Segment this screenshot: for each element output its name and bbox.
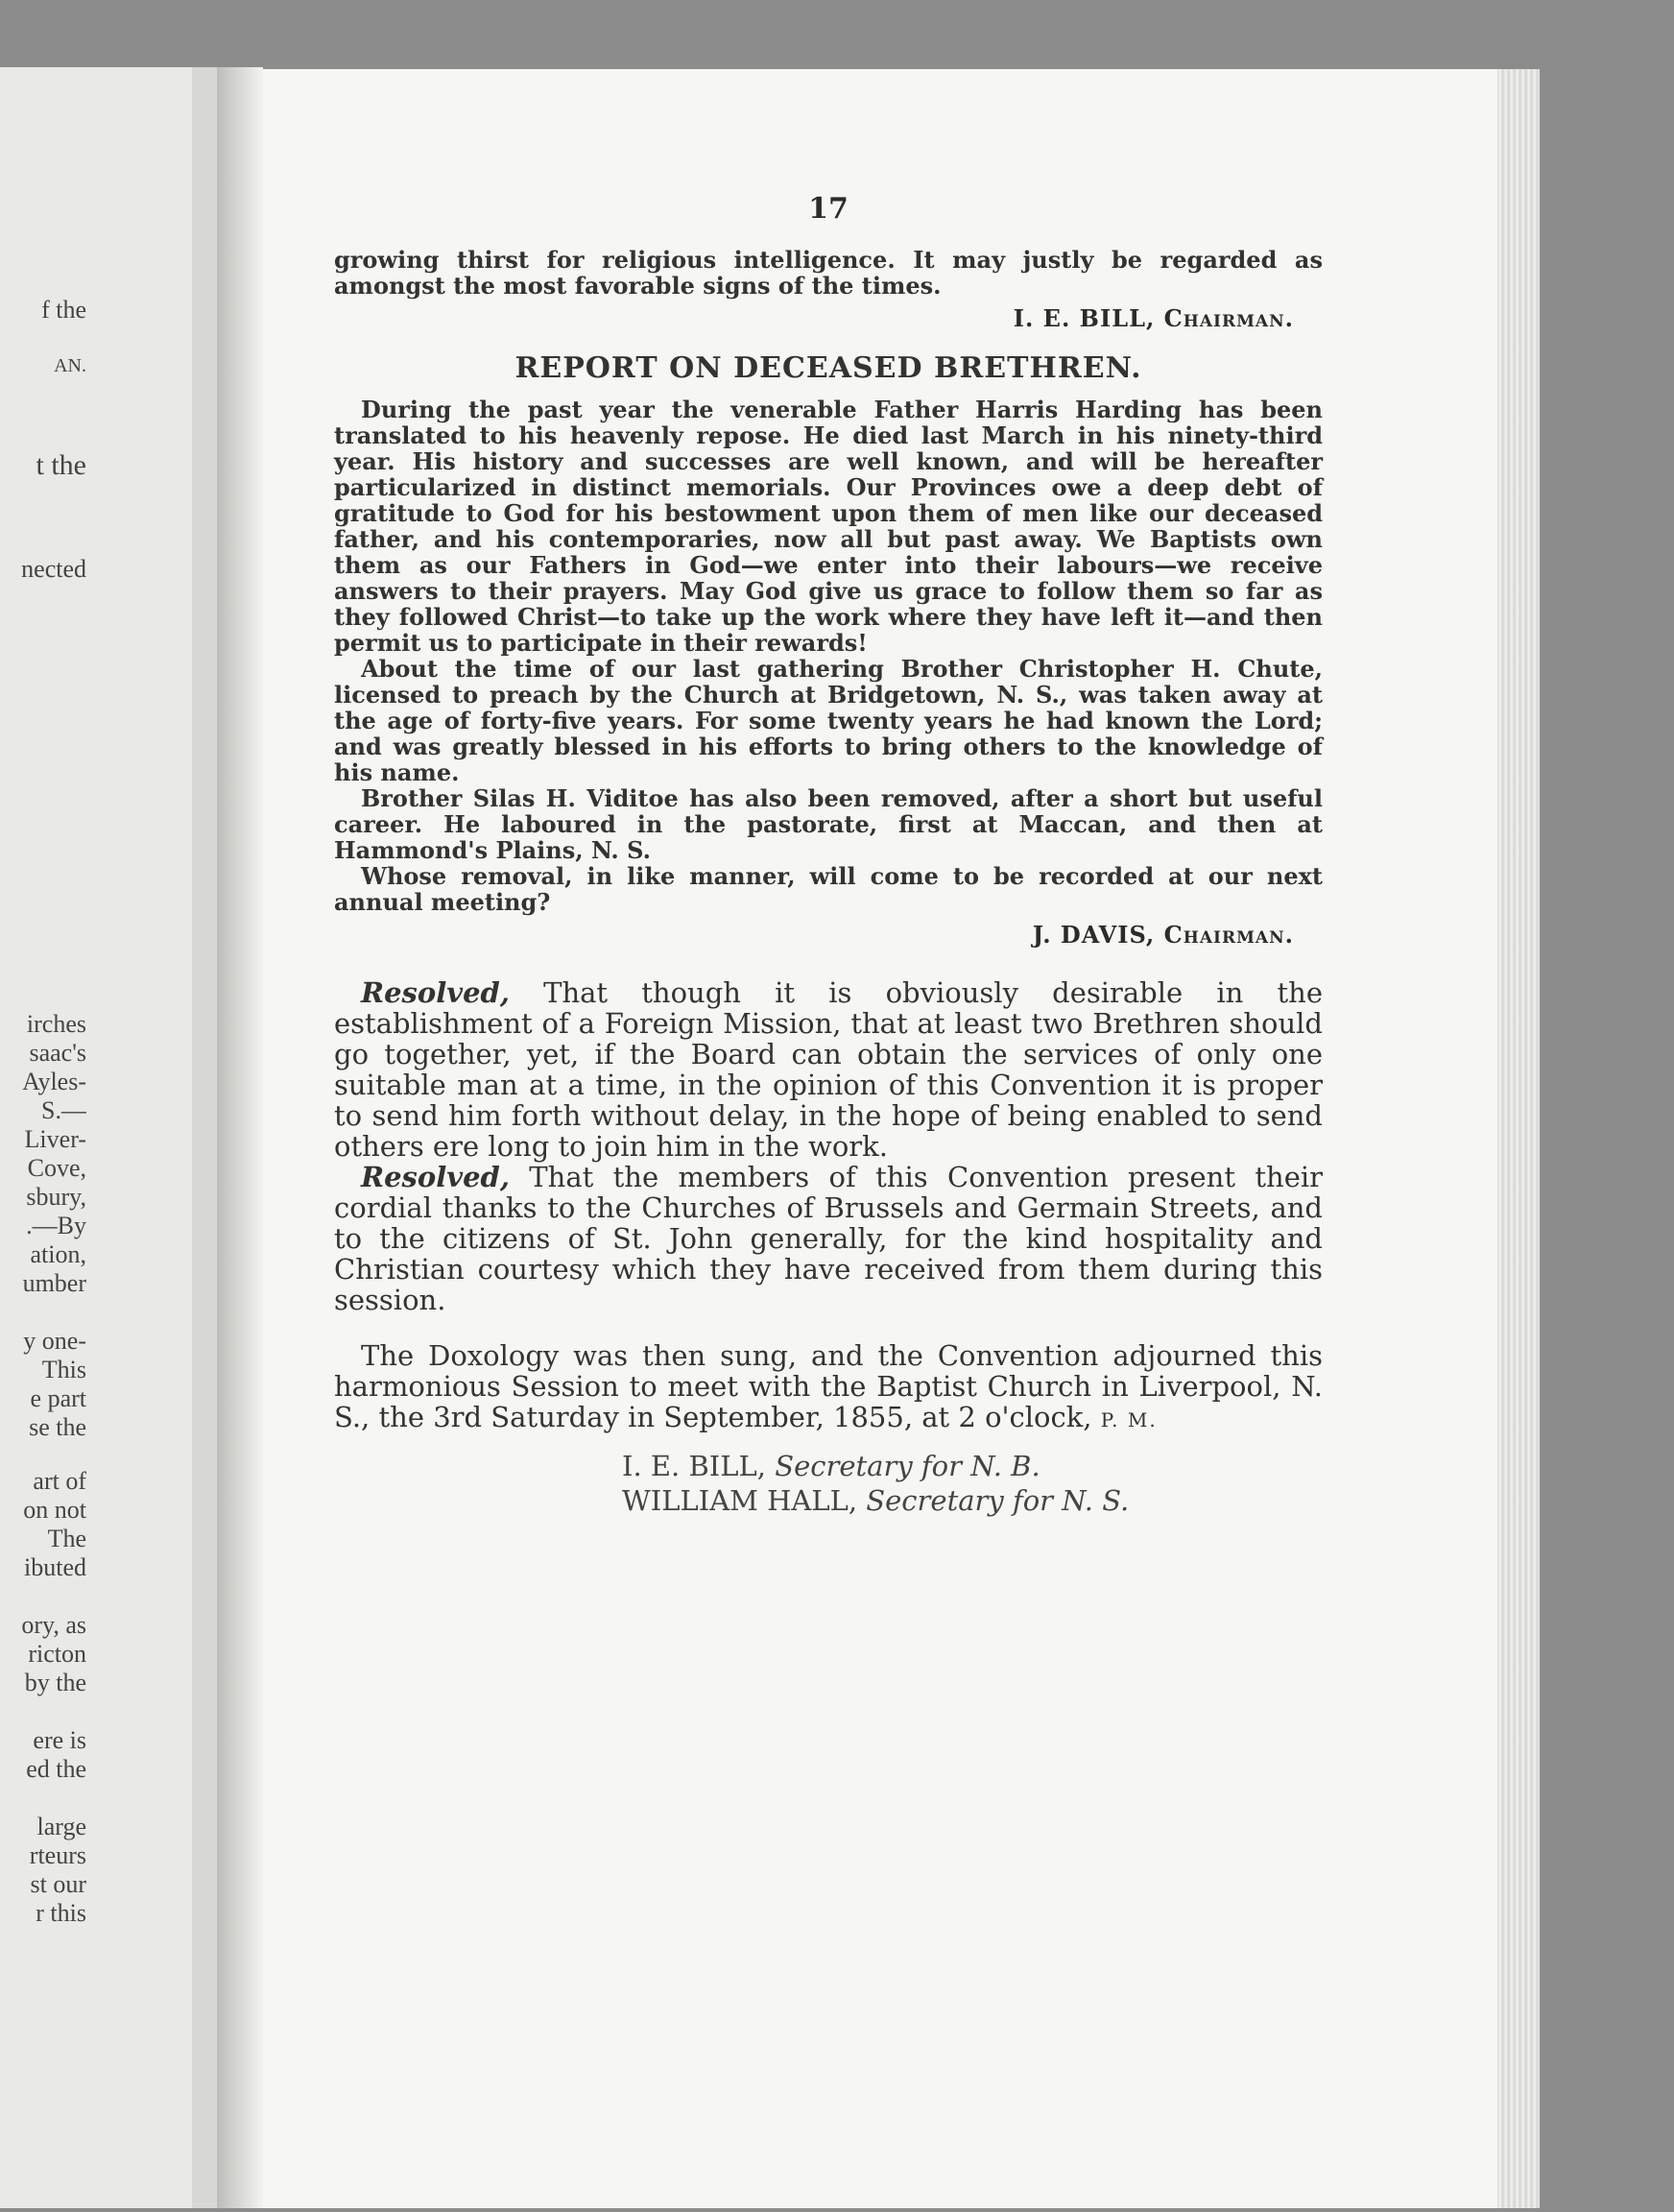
signature-name: I. E. BILL, [1013, 304, 1156, 332]
left-page-fragment: AN. [54, 355, 86, 376]
left-page-fragment: ation, [30, 1240, 86, 1268]
page-edges [1497, 69, 1540, 2208]
secretary-name: I. E. BILL, [622, 1450, 766, 1482]
left-page-fragment: se the [29, 1413, 86, 1441]
left-page-fragment: The [47, 1525, 86, 1552]
secretary-role: Secretary for N. B. [775, 1450, 1040, 1482]
left-page-fragment: t the [36, 449, 86, 481]
left-page-fragment: irches [26, 1010, 86, 1038]
left-page [0, 67, 192, 2208]
book-gutter [217, 67, 263, 2208]
left-page-fragment: st our [30, 1870, 86, 1898]
left-page-edge [192, 67, 217, 2208]
resolution-paragraph [334, 977, 1323, 1162]
chairman-signature [334, 304, 1294, 332]
resolved-label: Resolved, [361, 1161, 510, 1193]
opening-paragraph: growing thirst for religious intelligence. It may justly be regarded as amongst the most favorable signs of the times. [334, 246, 1323, 300]
time-suffix: P. M. [1100, 1408, 1158, 1431]
chairman-signature [334, 921, 1294, 949]
report-paragraph: Whose removal, in like manner, will come to be recorded at our next annual meeting? [334, 862, 1323, 916]
left-page-fragment: Ayles- [22, 1068, 86, 1095]
doxology-text: The Doxology was then sung, and the Convention adjourned this harmonious Session to meet with the Baptist Church in Liverpool, N. S., the 3rd Saturday in September, 1855, at 2 o'clock, [334, 1339, 1323, 1433]
resolutions [334, 977, 1323, 1315]
left-page-fragment: y one- [23, 1327, 86, 1355]
left-page-fragment: nected [21, 555, 86, 583]
resolution-paragraph [334, 1162, 1323, 1315]
signature-name: J. DAVIS, [1032, 921, 1156, 949]
left-page-fragment: ibuted [24, 1553, 86, 1581]
left-page-fragment: rteurs [29, 1841, 86, 1869]
left-page-fragment: on not [23, 1496, 86, 1524]
left-page-fragment: ory, as [21, 1611, 86, 1639]
doxology-paragraph [334, 1340, 1323, 1435]
signature-title: Chairman. [1163, 921, 1294, 949]
left-page-fragment: art of [33, 1467, 86, 1495]
left-page-fragment: by the [24, 1669, 86, 1696]
signature-title: Chairman. [1163, 304, 1294, 332]
resolved-label: Resolved, [361, 976, 510, 1009]
page-content [334, 192, 1323, 1518]
secretary-name: WILLIAM HALL, [622, 1484, 858, 1517]
left-page-fragment: large [36, 1813, 86, 1840]
report-paragraph: Brother Silas H. Viditoe has also been removed, after a short but useful career. He laboured in the pastorate, first at Maccan, and then at Hammond's Plains, N. S. [334, 784, 1323, 864]
left-page-fragment: sbury, [26, 1183, 86, 1211]
report-paragraph: During the past year the venerable Father Harris Harding has been translated to his heavenly repose. He died last March in his ninety-third year. His history and successes are well known, and will be hereafter particularized in distinct memorials. Our Provinces owe a deep debt of gratitude to God for his bestowment upon them of men like our deceased father, and his contemporaries, now all but past away. We Baptists own them as our Fathers in God—we enter into their labours—we receive answers to their prayers. May God give us grace to follow them so far as they followed Christ—to take up the work where they have left it—and then permit us to participate in their rewards! [334, 396, 1323, 657]
report-paragraph: About the time of our last gathering Brother Christopher H. Chute, licensed to preach by the Church at Bridgetown, N. S., was taken away at the age of forty-five years. For some twenty years he had known the Lord; and was greatly blessed in his efforts to bring others to the knowledge of his name. [334, 655, 1323, 786]
left-page-fragment: r this [36, 1899, 86, 1927]
left-page-fragment: ricton [28, 1640, 86, 1668]
left-page-fragment: f the [41, 296, 86, 324]
section-heading: REPORT ON DECEASED BRETHREN. [514, 351, 1142, 385]
left-page-fragment: .—By [26, 1212, 86, 1239]
secretary-role: Secretary for N. S. [866, 1484, 1130, 1517]
left-page-fragment: Cove, [27, 1154, 86, 1182]
left-page-fragment: Liver- [24, 1125, 86, 1153]
secretary-line [622, 1449, 1323, 1483]
left-page-fragment: umber [22, 1269, 86, 1297]
secretary-line [622, 1483, 1323, 1518]
left-page-fragment: ed the [26, 1755, 86, 1783]
left-page-fragment: This [41, 1356, 86, 1383]
left-page-fragment: S.— [41, 1096, 86, 1124]
secretary-signatures [622, 1449, 1323, 1518]
left-page-fragment: saac's [29, 1039, 86, 1067]
left-page-fragment: e part [30, 1384, 86, 1412]
resolution-text: That the members of this Convention present their cordial thanks to the Churches of Brussels and Germain Streets, and to the citizens of St. John generally, for the kind hospitality and Christian courtesy which they have received from them during this session. [334, 1161, 1323, 1316]
page-number: 17 [808, 192, 849, 226]
resolution-text: That though it is obviously desirable in the establishment of a Foreign Mission, that at least two Brethren should go together, yet, if the Board can obtain the services of only one suitable man at a time, in the opinion of this Convention it is proper to send him forth without delay, in the hope of being enabled to send others ere long to join him in the work. [334, 976, 1323, 1163]
left-page-fragment: ere is [33, 1726, 86, 1754]
